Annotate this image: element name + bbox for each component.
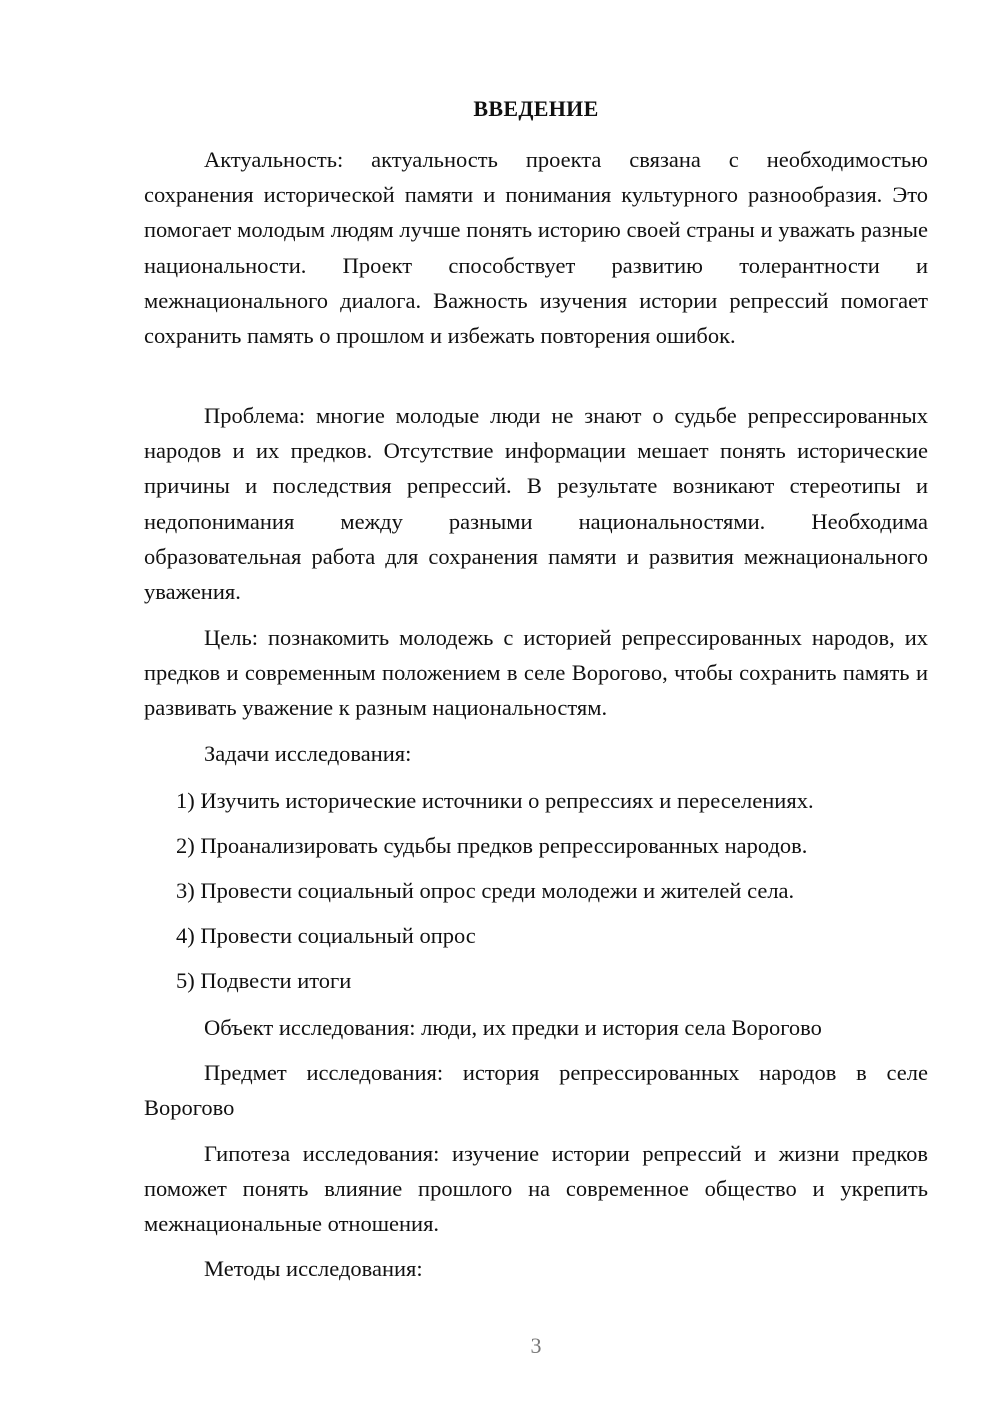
tasks-heading: Задачи исследования:	[204, 741, 412, 766]
task-item: 5) Подвести итоги	[176, 968, 352, 993]
research-subject: Предмет исследования: история репрессированных народов в селе Ворогово	[144, 1060, 928, 1121]
paragraph-problem: Проблема: многие молодые люди не знают о судьбе репрессированных народов и их предков. Отсутствие информации мешает понять исторические причины и последствия репрессий. В результате возникают стереотипы и недопонимания между разными национальностями. Необходима образовательная работа для сохранения памяти и развития межнационального уважения.	[144, 403, 928, 605]
paragraph-relevance: Актуальность: актуальность проекта связана с необходимостью сохранения исторической памяти и понимания культурного разнообразия. Это помогает молодым людям лучше понять историю своей страны и уважать разные национальности. Проект способствует развитию толерантности и межнационального диалога. Важность изучения истории репрессий помогает сохранить память о прошлом и избежать повторения ошибок.	[144, 147, 928, 349]
methods-heading: Методы исследования:	[204, 1256, 423, 1281]
research-hypothesis: Гипотеза исследования: изучение истории репрессий и жизни предков поможет понять влияние прошлого на современное общество и укрепить межнациональные отношения.	[144, 1141, 928, 1237]
research-object: Объект исследования: люди, их предки и история села Ворогово	[204, 1015, 822, 1040]
section-title: ВВЕДЕНИЕ	[473, 96, 599, 121]
task-item: 4) Провести социальный опрос	[176, 923, 476, 948]
task-item: 1) Изучить исторические источники о репрессиях и переселениях.	[176, 788, 814, 813]
task-item: 3) Провести социальный опрос среди молодежи и жителей села.	[176, 878, 795, 903]
paragraph-goal: Цель: познакомить молодежь с историей репрессированных народов, их предков и современным положением в селе Ворогово, чтобы сохранить память и развивать уважение к разным национальностям.	[144, 625, 928, 721]
page-number: 3	[530, 1333, 542, 1358]
task-item: 2) Проанализировать судьбы предков репрессированных народов.	[176, 833, 808, 858]
